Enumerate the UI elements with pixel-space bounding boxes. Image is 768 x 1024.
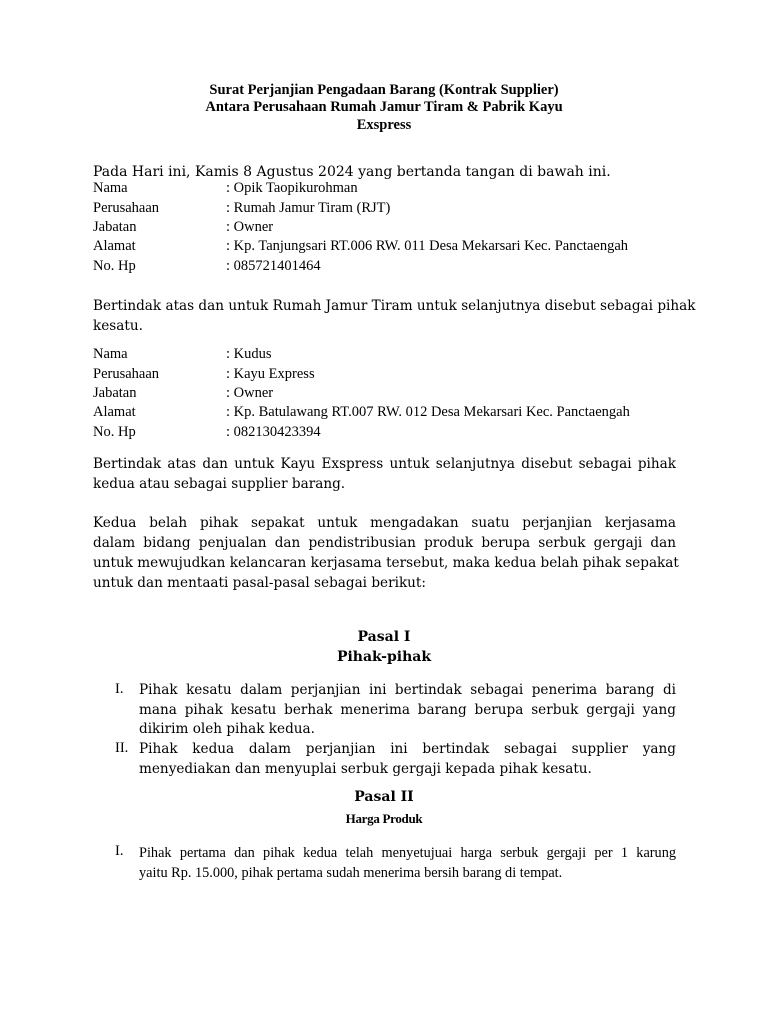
paragraph-line: Kedua belah pihak sepakat untuk mengadakan suatu perjanjian kerjasama bbox=[93, 515, 676, 531]
item-line: Pihak kedua dalam perjanjian ini bertindak sebagai supplier yang bbox=[139, 741, 676, 757]
item-body bbox=[139, 740, 676, 779]
field-label: Perusahaan bbox=[93, 200, 160, 216]
field-label: Nama bbox=[93, 346, 128, 362]
field-value: : Opik Taopikurohman bbox=[226, 180, 358, 196]
field-value: : Owner bbox=[226, 385, 274, 401]
pasal2-subheading: Harga Produk bbox=[345, 811, 423, 826]
field-value: : Rumah Jamur Tiram (RJT) bbox=[226, 200, 391, 216]
field-label: No. Hp bbox=[93, 424, 136, 440]
item-body bbox=[139, 843, 676, 883]
pasal2-heading: Pasal II bbox=[354, 789, 414, 805]
item-line: dikirim oleh pihak kedua. bbox=[139, 721, 315, 737]
paragraph-line: kedua atau sebagai supplier barang. bbox=[93, 476, 346, 492]
item-line: yaitu Rp. 15.000, pihak pertama sudah menerima bersih barang di tempat. bbox=[139, 865, 563, 881]
document-title-line-3: Exspress bbox=[356, 117, 412, 133]
field-value: : Owner bbox=[226, 219, 274, 235]
field-label: No. Hp bbox=[93, 258, 136, 274]
field-value: : 082130423394 bbox=[226, 424, 321, 440]
item-number: II. bbox=[115, 740, 129, 756]
party2-statement bbox=[93, 454, 676, 494]
paragraph-line: dalam bidang penjualan dan pendistribusian produk berupa serbuk gergaji dan bbox=[93, 535, 676, 551]
field-label: Jabatan bbox=[93, 385, 137, 401]
paragraph-line: Bertindak atas dan untuk Kayu Exspress untuk selanjutnya disebut sebagai pihak bbox=[93, 456, 676, 472]
field-label: Perusahaan bbox=[93, 366, 160, 382]
item-body bbox=[139, 681, 676, 740]
field-label: Alamat bbox=[93, 404, 136, 420]
field-label: Alamat bbox=[93, 238, 136, 254]
field-value: : 085721401464 bbox=[226, 258, 321, 274]
item-line: Pihak pertama dan pihak kedua telah menyetujuai harga serbuk gergaji per 1 karung bbox=[139, 845, 676, 861]
item-line: mana pihak kesatu berhak menerima barang berupa serbuk gergaji yang bbox=[139, 701, 676, 718]
agreement-paragraph bbox=[93, 513, 679, 593]
intro-text: Pada Hari ini, Kamis 8 Agustus 2024 yang bertanda tangan di bawah ini. bbox=[93, 164, 611, 180]
field-label: Jabatan bbox=[93, 219, 137, 235]
item-line: menyediakan dan menyuplai serbuk gergaji kepada pihak kesatu. bbox=[139, 760, 592, 777]
pasal1-subheading: Pihak-pihak bbox=[336, 649, 432, 665]
document-title-line-2: Antara Perusahaan Rumah Jamur Tiram & Pabrik Kayu bbox=[205, 99, 563, 115]
field-label: Nama bbox=[93, 180, 128, 196]
paragraph-line: kesatu. bbox=[93, 318, 143, 334]
field-value: : Kayu Express bbox=[226, 366, 315, 382]
field-value: : Kp. Tanjungsari RT.006 RW. 011 Desa Mekarsari Kec. Panctaengah bbox=[226, 238, 629, 254]
paragraph-line: Bertindak atas dan untuk Rumah Jamur Tiram untuk selanjutnya disebut sebagai pihak bbox=[93, 298, 696, 314]
paragraph-line: untuk dan mentaati pasal-pasal sebagai berikut: bbox=[93, 575, 426, 591]
field-value: : Kp. Batulawang RT.007 RW. 012 Desa Mekarsari Kec. Panctaengah bbox=[226, 404, 630, 420]
item-line: Pihak kesatu dalam perjanjian ini bertindak sebagai penerima barang di bbox=[139, 682, 676, 698]
item-number: I. bbox=[115, 843, 124, 859]
party1-statement bbox=[93, 296, 696, 336]
paragraph-line: untuk mewujudkan kelancaran kerjasama tersebut, maka kedua belah pihak sepakat bbox=[93, 555, 679, 571]
document-title-line-1: Surat Perjanjian Pengadaan Barang (Kontrak Supplier) bbox=[209, 82, 559, 98]
pasal1-heading: Pasal I bbox=[357, 629, 411, 645]
field-value: : Kudus bbox=[226, 346, 272, 362]
item-number: I. bbox=[115, 681, 124, 697]
